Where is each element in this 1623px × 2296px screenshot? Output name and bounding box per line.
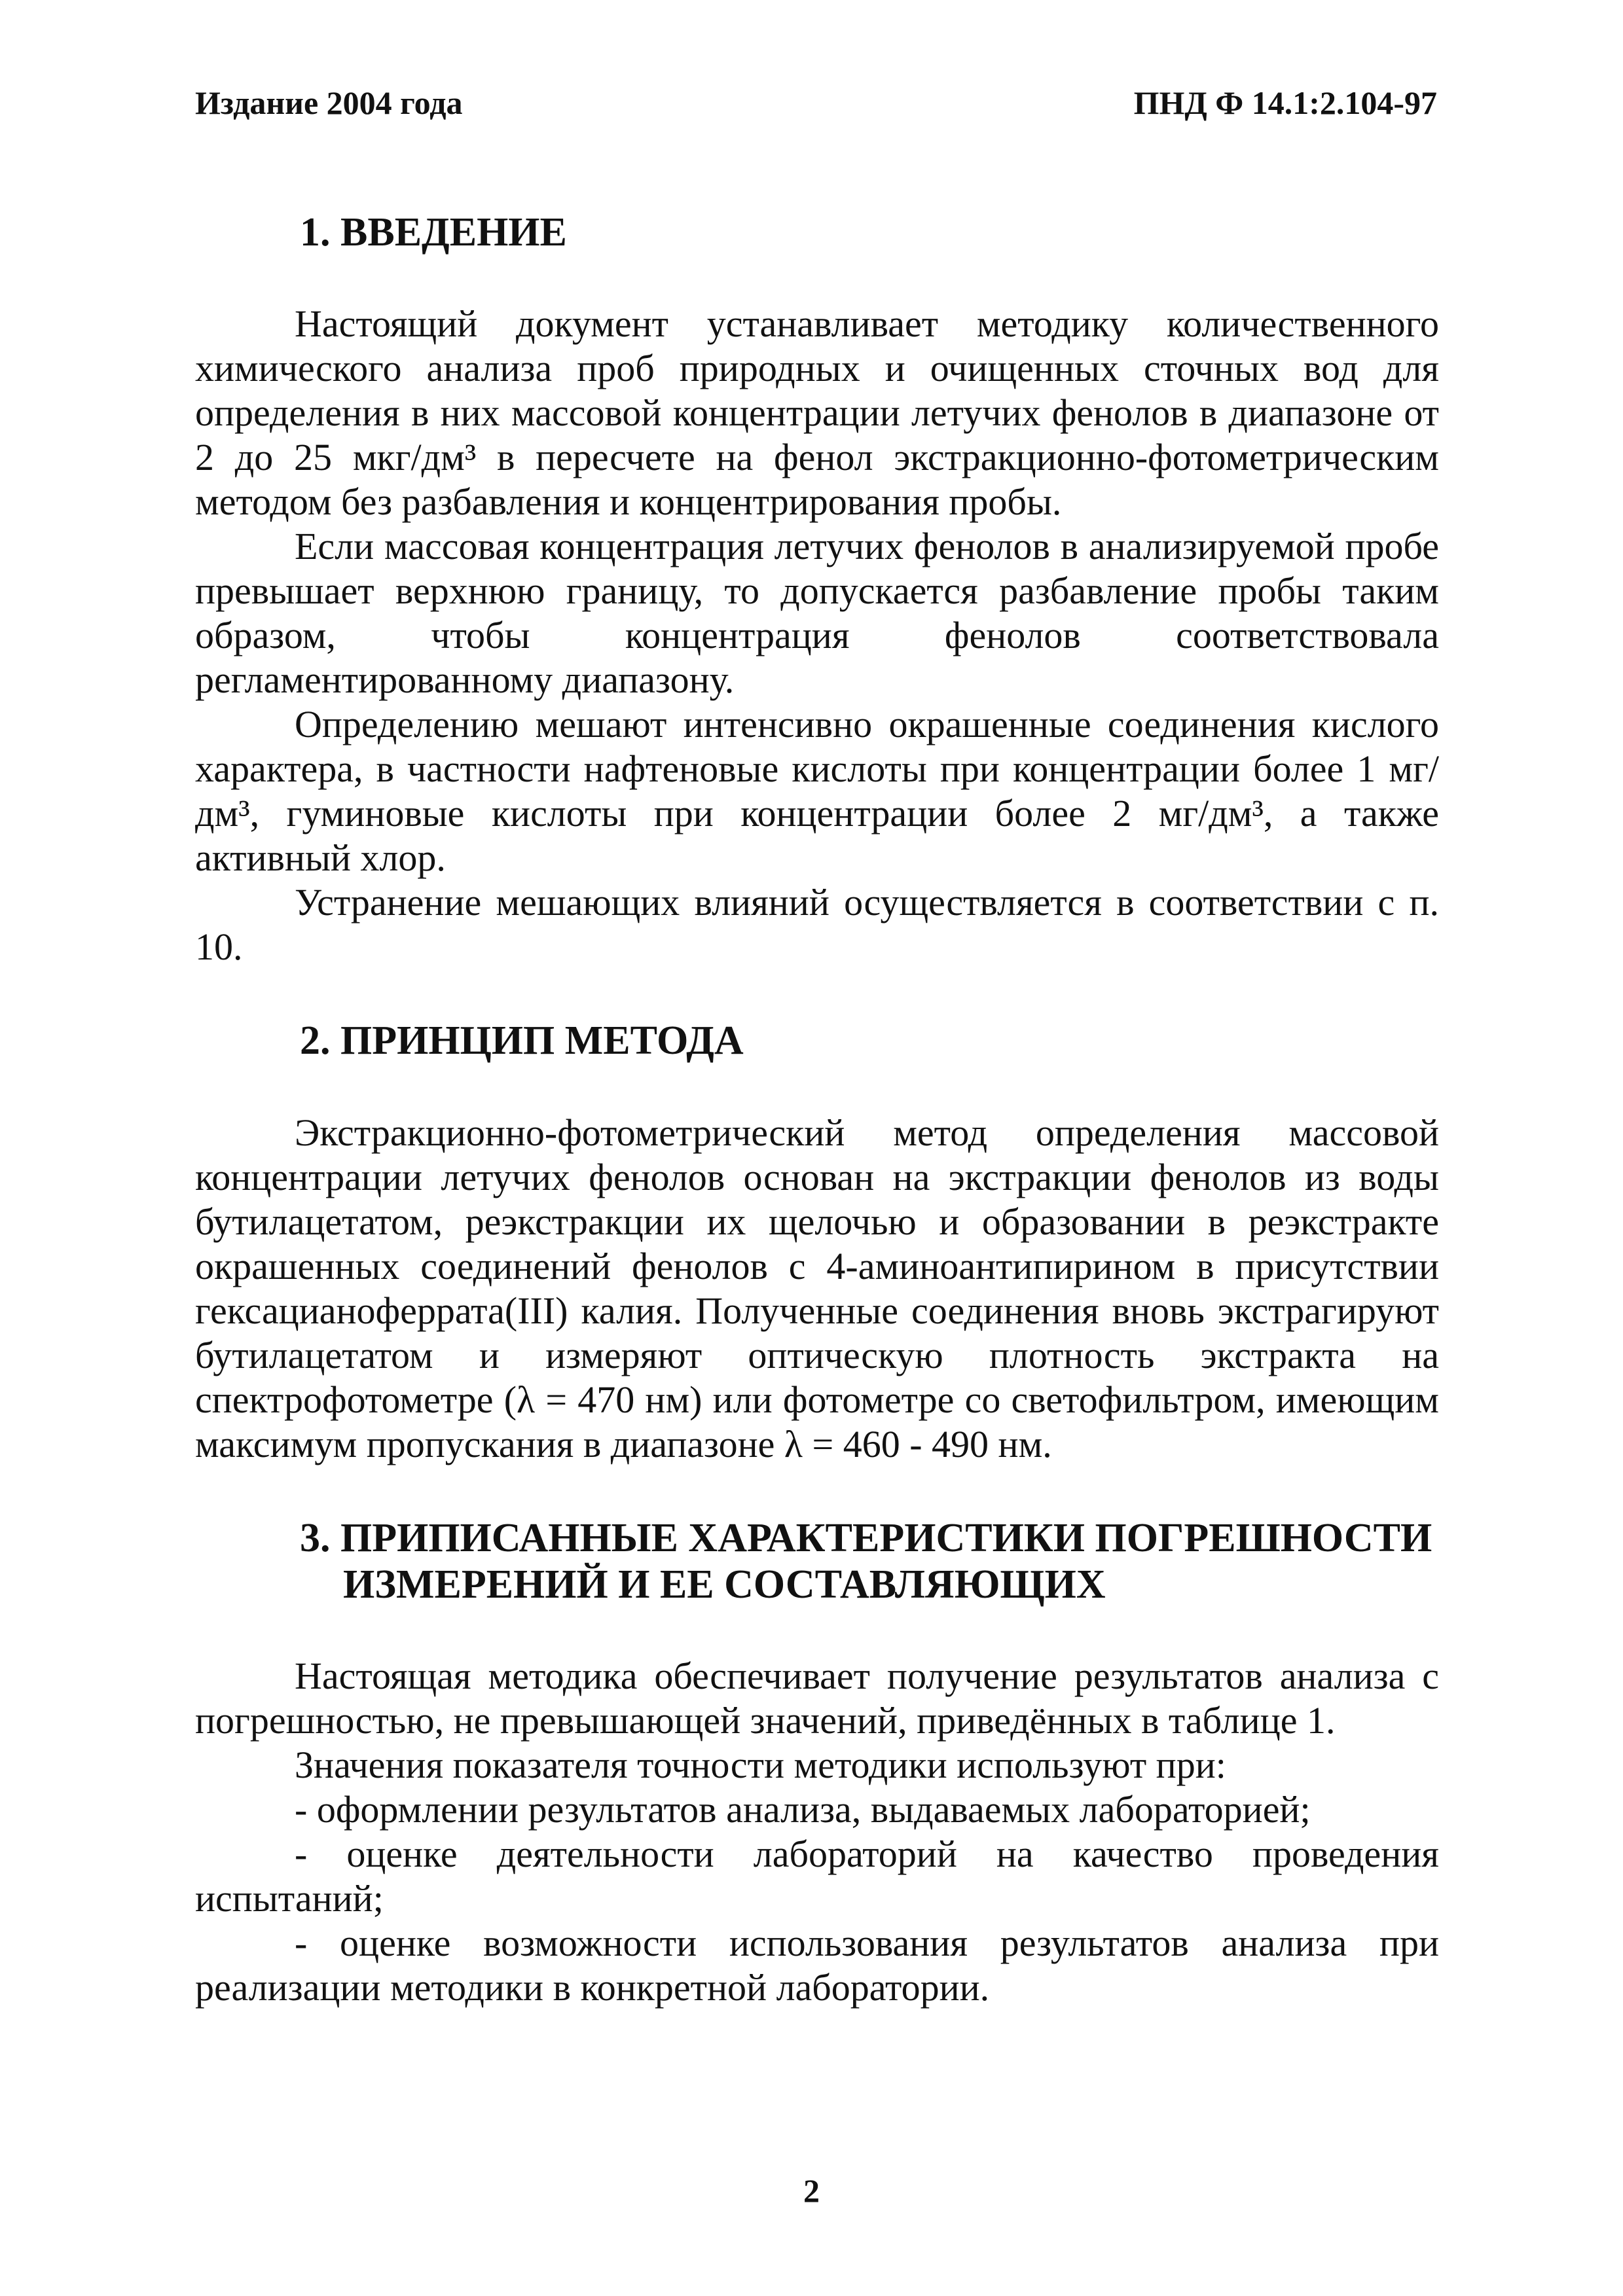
section-method-principle: [195, 1018, 1439, 1466]
section-introduction: [195, 209, 1439, 969]
list-item: - оценке возможности использования результатов анализа при реализации методики в конкретной лаборатории.: [195, 1922, 1439, 2009]
section-title: [195, 1515, 1439, 1609]
paragraph: Настоящий документ устанавливает методику количественного химического анализа проб природных и очищенных сточных вод для определения в них массовой концентрации летучих фенолов в диапазоне от 2 до 25 мкг/дм³ в пересчете на фенол экстракционно-фотометрическим методом без разбавления и концентрирования пробы.: [195, 302, 1439, 524]
edition-label: Издание 2004 года: [195, 84, 463, 121]
paragraph: Если массовая концентрация летучих фенолов в анализируемой пробе превышает верхнюю границу, то допускается разбавление пробы таким образом, чтобы концентрация фенолов соответствовала регламентированному диапазону.: [195, 525, 1439, 702]
page-number: 2: [803, 2172, 820, 2209]
paragraph: Устранение мешающих влияний осуществляется в соответствии с п. 10.: [195, 881, 1439, 969]
section-error-characteristics: [195, 1515, 1439, 2011]
section-title: 1. ВВЕДЕНИЕ: [300, 210, 567, 255]
section-title-line-1: 3. ПРИПИСАННЫЕ ХАРАКТЕРИСТИКИ ПОГРЕШНОСТИ: [300, 1515, 1432, 1560]
list-item: - оценке деятельности лабораторий на качество проведения испытаний;: [195, 1833, 1439, 1920]
page-header: [195, 84, 1437, 130]
paragraph: Экстракционно-фотометрический метод определения массовой концентрации летучих фенолов основан на экстракции фенолов из воды бутилацетатом, реэкстракции их щелочью и образовании в реэкстракте окрашенных соединений фенолов с 4-аминоантипирином в присутствии гексацианоферрата(III) калия. Полученные соединения вновь экстрагируют бутилацетатом и измеряют оптическую плотность экстракта на спектрофотометре (λ = 470 нм) или фотометре со светофильтром, имеющим максимум пропускания в диапазоне λ = 460 - 490 нм.: [195, 1111, 1439, 1465]
list-item: - оформлении результатов анализа, выдаваемых лабораторией;: [295, 1788, 1311, 1831]
main-content: [195, 209, 1439, 2058]
section-title: 2. ПРИНЦИП МЕТОДА: [300, 1018, 744, 1064]
document-code: ПНД Ф 14.1:2.104-97: [1133, 84, 1437, 121]
paragraph: Значения показателя точности методики используют при:: [295, 1744, 1226, 1787]
paragraph: Определению мешают интенсивно окрашенные соединения кислого характера, в частности нафтеновые кислоты при концентрации более 1 мг/дм³, гуминовые кислоты при концентрации более 2 мг/дм³, а также активный хлор.: [195, 703, 1439, 880]
section-title-line-2: ИЗМЕРЕНИЙ И ЕЕ СОСТАВЛЯЮЩИХ: [343, 1562, 1106, 1607]
paragraph: Настоящая методика обеспечивает получение результатов анализа с погрешностью, не превышающей значений, приведённых в таблице 1.: [195, 1655, 1439, 1742]
